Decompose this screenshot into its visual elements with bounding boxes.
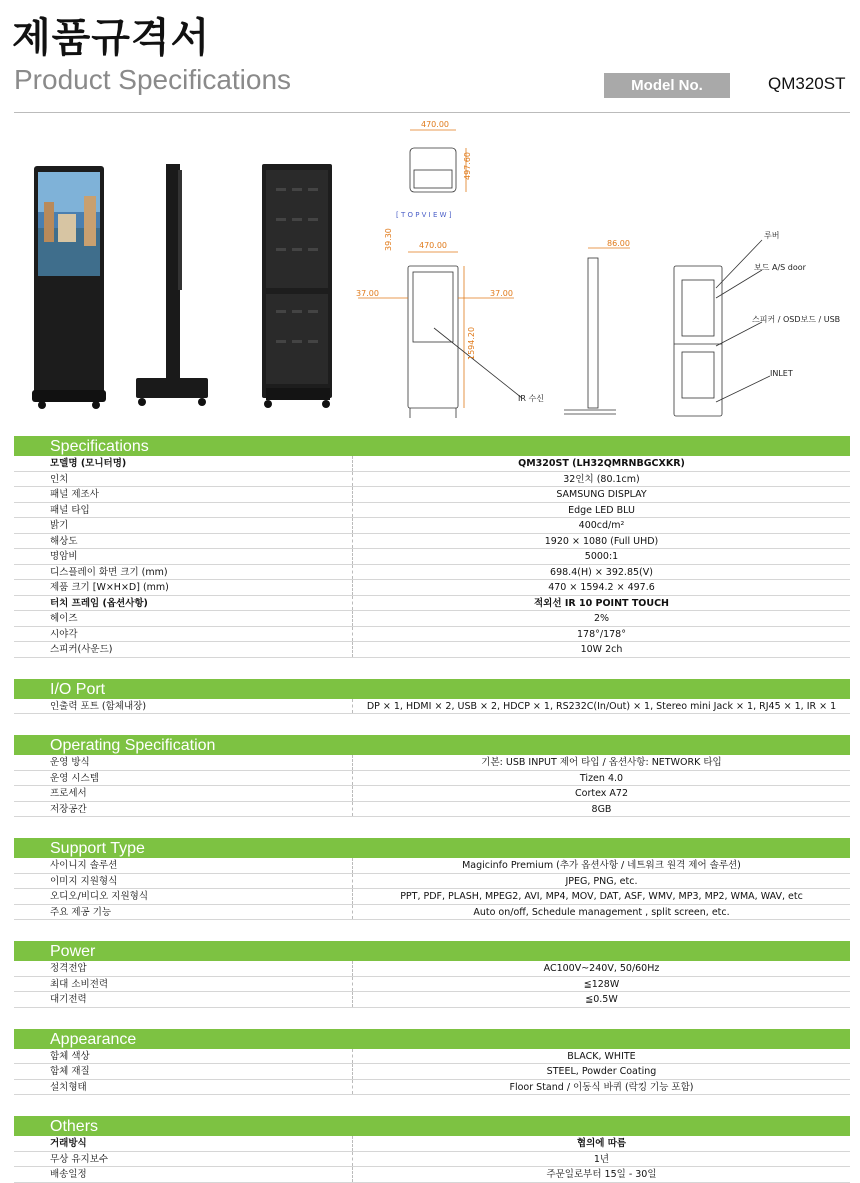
front-dimension-drawing	[358, 252, 522, 418]
spec-tables	[14, 436, 850, 1183]
side-photo	[136, 164, 208, 406]
spec-value: 8GB	[591, 803, 612, 815]
spec-row	[14, 456, 850, 472]
spec-value: JPEG, PNG, etc.	[565, 875, 638, 887]
dim-top-depth: 497.60	[463, 152, 472, 180]
spec-row	[14, 977, 850, 993]
spec-row	[14, 786, 850, 802]
section-heading: Power	[14, 941, 850, 961]
spec-key: 패널 타입	[14, 503, 353, 518]
section-heading: Support Type	[14, 838, 850, 858]
spec-row	[14, 1167, 850, 1183]
spec-row	[14, 611, 850, 627]
spec-key: 저장공간	[14, 802, 353, 817]
louver-label: 루버	[764, 231, 780, 240]
spec-value: 470 × 1594.2 × 497.6	[548, 582, 655, 593]
dim-left-margin: 37.00	[356, 289, 379, 298]
section-gap	[14, 1008, 850, 1029]
spec-row	[14, 858, 850, 874]
model-label-badge: Model No.	[604, 73, 730, 98]
spec-value: Edge LED BLU	[568, 504, 635, 516]
spec-key: 주요 제공 기능	[14, 905, 353, 920]
spec-key: 인치	[14, 472, 353, 487]
spec-row	[14, 699, 850, 715]
spec-value: 1920 × 1080 (Full UHD)	[544, 535, 659, 547]
spec-row	[14, 518, 850, 534]
spec-key: 모델명 (모니터명)	[14, 456, 353, 471]
section-gap	[14, 1095, 850, 1116]
spec-value: Cortex A72	[575, 788, 628, 799]
spec-key: 스피커(사운드)	[14, 642, 353, 657]
spec-key: 밝기	[14, 518, 353, 533]
spec-section	[14, 436, 850, 658]
model-number: QM320ST	[768, 74, 846, 93]
spec-key: 헤이즈	[14, 611, 353, 626]
spec-value: QM320ST (LH32QMRNBGCXKR)	[518, 458, 685, 469]
top-view-drawing	[410, 130, 466, 192]
spec-value: AC100V~240V, 50/60Hz	[543, 963, 660, 974]
spec-row	[14, 802, 850, 818]
spec-value: 기본: USB INPUT 제어 타입 / 옵션사항: NETWORK 타입	[481, 757, 722, 768]
spec-value: 1년	[593, 1153, 610, 1165]
dim-side-depth: 86.00	[607, 239, 630, 248]
side-dimension-drawing	[564, 248, 630, 414]
spec-row	[14, 992, 850, 1008]
page-title: 제품규격서	[12, 15, 211, 61]
spec-value: STEEL, Powder Coating	[546, 1066, 657, 1077]
spec-key: 터치 프레임 (옵션사항)	[14, 596, 353, 611]
product-drawings	[14, 118, 850, 432]
spec-row	[14, 1136, 850, 1152]
inlet-label: INLET	[770, 369, 793, 378]
spec-key: 시야각	[14, 627, 353, 642]
spec-value: PPT, PDF, PLASH, MPEG2, AVI, MP4, MOV, DAT, ASF, WMV, MP3, MP2, WMA, WAV, etc	[400, 891, 803, 902]
spec-key: 이미지 지원형식	[14, 874, 353, 889]
spec-row	[14, 874, 850, 890]
spec-section	[14, 1116, 850, 1183]
dim-right-margin: 37.00	[490, 289, 513, 298]
dim-front-width: 470.00	[419, 241, 447, 250]
spec-row	[14, 596, 850, 612]
section-gap	[14, 714, 850, 735]
spec-value: 2%	[593, 613, 610, 624]
spec-key: 설치형태	[14, 1080, 353, 1095]
spec-value: 협의에 따름	[576, 1138, 627, 1149]
spec-key: 명암비	[14, 549, 353, 564]
spec-key: 배송일정	[14, 1167, 353, 1182]
product-illustration-area	[14, 118, 850, 432]
spec-value: 10W 2ch	[580, 644, 623, 655]
top-view-label: [ T O P V I E W ]	[396, 211, 452, 219]
spec-value: DP × 1, HDMI × 2, USB × 2, HDCP × 1, RS232C(In/Out) × 1, Stereo mini Jack × 1, RJ45 × 1, IR × 1	[366, 700, 837, 712]
spec-key: 운영 시스템	[14, 771, 353, 786]
spec-value: SAMSUNG DISPLAY	[556, 489, 647, 500]
spec-section	[14, 679, 850, 715]
spec-value: 주문일로부터 15일 - 30일	[546, 1169, 657, 1180]
header-divider	[14, 112, 850, 113]
spec-key: 제품 크기 [W×H×D] (mm)	[14, 580, 353, 595]
front-photo	[32, 166, 106, 409]
spec-value: Tizen 4.0	[579, 772, 624, 784]
section-heading: Specifications	[14, 436, 850, 456]
section-heading: I/O Port	[14, 679, 850, 699]
dim-top-width: 470.00	[421, 120, 449, 129]
spec-row	[14, 580, 850, 596]
section-gap	[14, 658, 850, 679]
spec-row	[14, 1152, 850, 1168]
section-heading: Appearance	[14, 1029, 850, 1049]
spec-value: 400cd/m²	[578, 520, 625, 531]
spec-row	[14, 503, 850, 519]
spec-row	[14, 487, 850, 503]
spec-row	[14, 1049, 850, 1065]
section-heading: Operating Specification	[14, 735, 850, 755]
spec-key: 오디오/비디오 지원형식	[14, 889, 353, 904]
spec-row	[14, 1064, 850, 1080]
spec-row	[14, 889, 850, 905]
spec-value: Auto on/off, Schedule management , split screen, etc.	[473, 906, 730, 918]
spec-section	[14, 735, 850, 817]
spec-section	[14, 1029, 850, 1096]
spec-key: 해상도	[14, 534, 353, 549]
spec-row	[14, 627, 850, 643]
spec-row	[14, 961, 850, 977]
section-gap	[14, 817, 850, 838]
ir-receiver-label: IR 수신	[518, 394, 544, 403]
spec-key: 대기전력	[14, 992, 353, 1007]
spec-value: ≦0.5W	[585, 994, 618, 1005]
spec-row	[14, 771, 850, 787]
dim-screen-offset: 39.30	[384, 228, 393, 251]
spec-value: ≦128W	[583, 978, 620, 990]
board-door-label: 보드 A/S door	[754, 263, 806, 272]
back-photo	[262, 164, 332, 408]
spec-value: Floor Stand / 이동식 바퀴 (락킹 기능 포함)	[509, 1081, 694, 1093]
spec-key: 인출력 포트 (함체내장)	[14, 699, 353, 714]
section-heading: Others	[14, 1116, 850, 1136]
spec-row	[14, 534, 850, 550]
spec-value: 178°/178°	[577, 628, 626, 640]
spec-row	[14, 905, 850, 921]
spec-row	[14, 1080, 850, 1096]
spec-key: 프로세서	[14, 786, 353, 801]
spec-value: 32인치 (80.1cm)	[563, 473, 640, 485]
spec-row	[14, 472, 850, 488]
dim-height: 1594.20	[467, 326, 476, 360]
page-subtitle: Product Specifications	[14, 64, 292, 95]
spec-key: 최대 소비전력	[14, 977, 353, 992]
section-gap	[14, 920, 850, 941]
spec-section	[14, 941, 850, 1008]
spec-key: 함체 재질	[14, 1064, 353, 1079]
spec-key: 함체 색상	[14, 1049, 353, 1064]
spec-key: 디스플레이 화면 크기 (mm)	[14, 565, 353, 580]
spec-row	[14, 642, 850, 658]
spec-value: Magicinfo Premium (추가 옵션사항 / 네트워크 원격 제어 솔루션)	[462, 860, 741, 871]
spec-key: 패널 제조사	[14, 487, 353, 502]
spec-section	[14, 838, 850, 920]
spec-row	[14, 549, 850, 565]
spec-key: 정격전압	[14, 961, 353, 976]
spec-row	[14, 565, 850, 581]
spec-value: BLACK, WHITE	[567, 1050, 636, 1062]
spec-row	[14, 755, 850, 771]
spec-key: 거래방식	[14, 1136, 353, 1151]
spec-key: 무상 유지보수	[14, 1152, 353, 1167]
spec-value: 698.4(H) × 392.85(V)	[550, 566, 653, 578]
spec-value: 5000:1	[584, 551, 619, 562]
spec-value: 적외선 IR 10 POINT TOUCH	[533, 597, 670, 609]
spec-key: 운영 방식	[14, 755, 353, 770]
speaker-osd-label: 스피커 / OSD보드 / USB	[752, 315, 841, 324]
spec-key: 사이니지 솔루션	[14, 858, 353, 873]
